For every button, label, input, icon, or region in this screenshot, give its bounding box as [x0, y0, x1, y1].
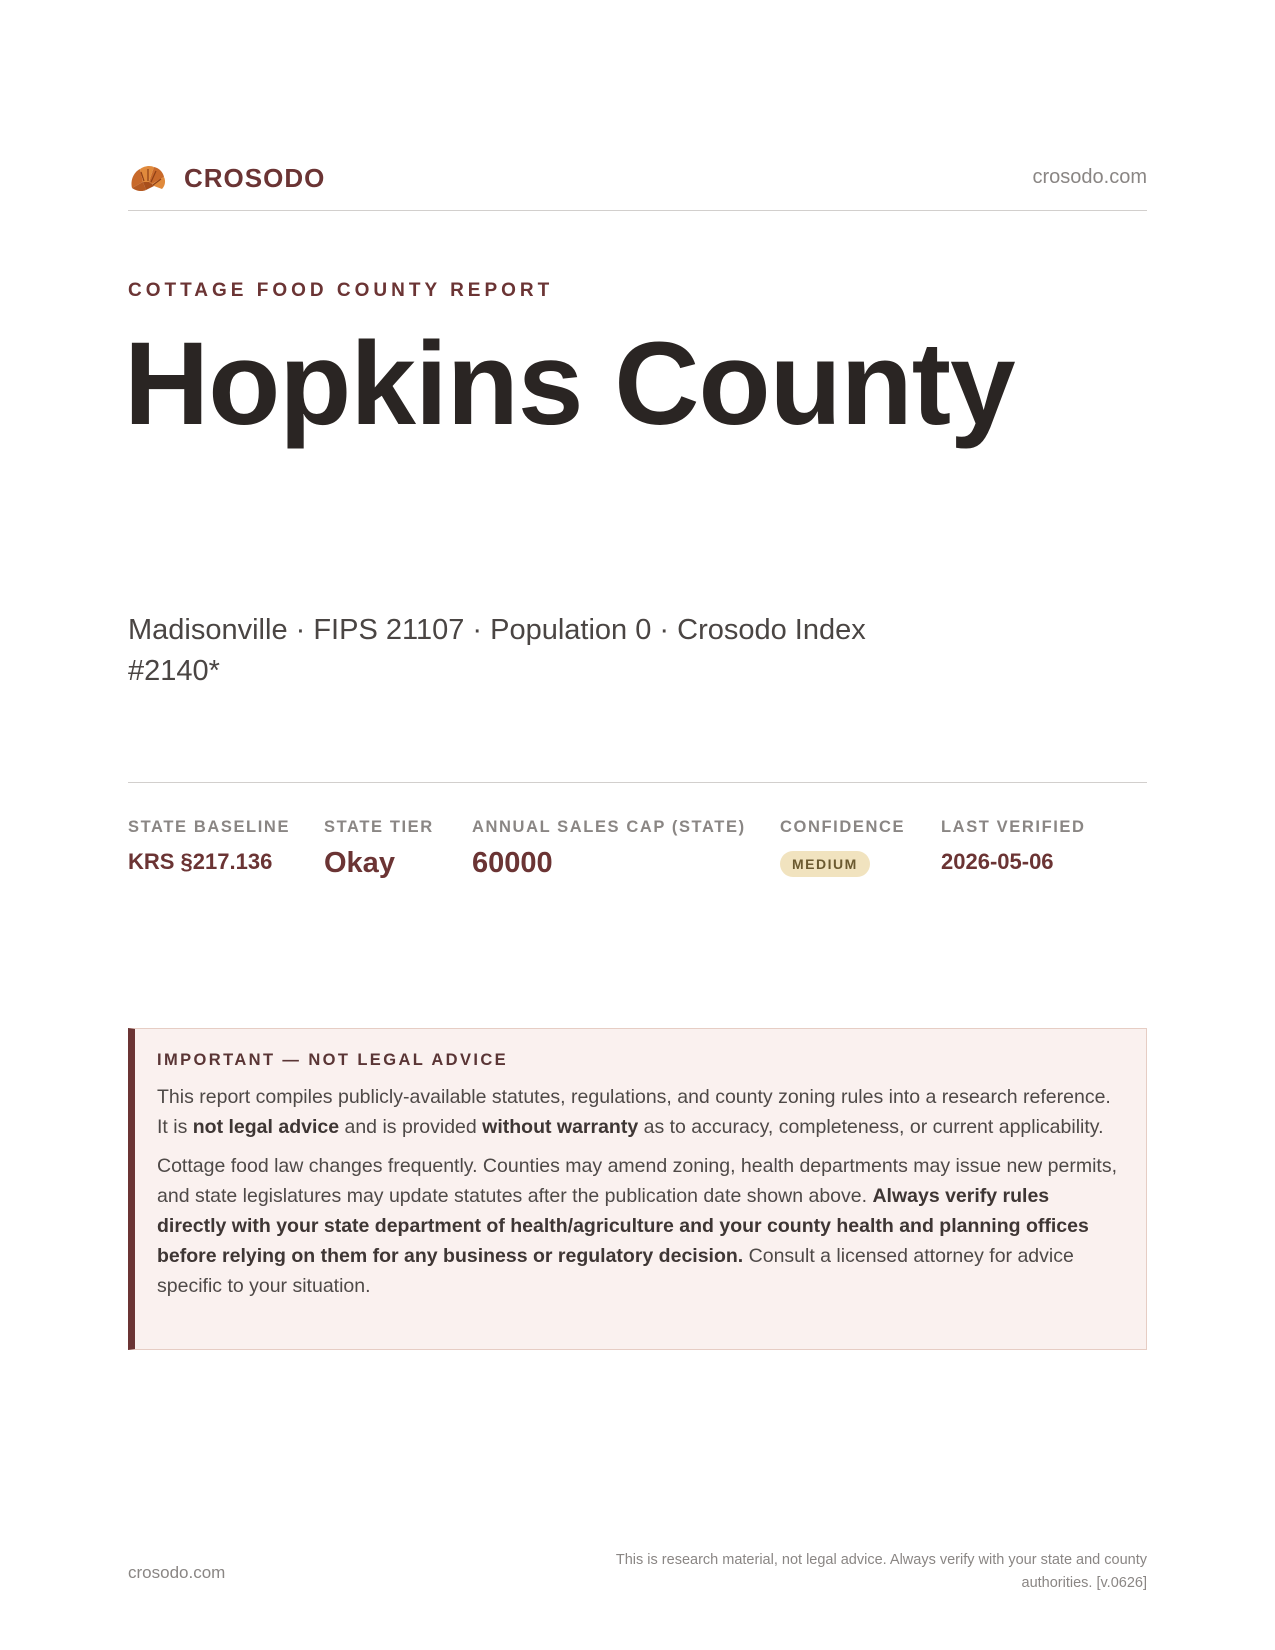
notice-text: as to accuracy, completeness, or current applicability.: [638, 1116, 1104, 1138]
stat-value: KRS §217.136: [128, 849, 273, 874]
notice-text: Cottage food law changes frequently. Counties may amend zoning, health departments may issue new permits, and state legislatures may update statutes after the publication date shown above.: [157, 1155, 1117, 1207]
page-title: Hopkins County: [124, 318, 1015, 450]
stat-state-tier: [324, 818, 434, 880]
confidence-badge: MEDIUM: [780, 851, 870, 877]
notice-paragraph-2: [157, 1151, 1122, 1301]
report-subtitle: Madisonville · FIPS 21107 · Population 0 · Crosodo Index #2140*: [128, 614, 866, 687]
stat-label: CONFIDENCE: [780, 818, 906, 836]
stat-label: ANNUAL SALES CAP (STATE): [472, 818, 746, 836]
footer-disclaimer: This is research material, not legal advice. Always verify with your state and county authorities. [v.0626]: [615, 1552, 1147, 1591]
notice-text: Consult a licensed attorney for advice specific to your situation.: [157, 1245, 1074, 1297]
stat-label: STATE TIER: [324, 818, 434, 836]
notice-text: and is provided: [339, 1116, 483, 1138]
stat-value: Okay: [324, 847, 395, 879]
footer-site-url[interactable]: crosodo.com: [128, 1563, 226, 1582]
report-page: [124, 0, 1147, 1650]
stats-divider: [128, 782, 1147, 783]
notice-paragraph-1: [157, 1082, 1122, 1142]
notice-emphasis: not legal advice: [192, 1116, 340, 1138]
notice-emphasis: without warranty: [482, 1116, 639, 1138]
stat-state-baseline: [128, 818, 290, 875]
brand[interactable]: [128, 160, 325, 196]
notice-text: This report compiles publicly-available statutes, regulations, and county zoning rules into a research reference. It is: [157, 1086, 1111, 1138]
stat-label: LAST VERIFIED: [941, 818, 1086, 836]
legal-notice: [128, 1028, 1147, 1350]
stat-annual-sales-cap: [472, 818, 746, 880]
brand-name: CROSODO: [184, 162, 326, 193]
site-url-link[interactable]: crosodo.com: [1032, 166, 1147, 188]
notice-emphasis: Always verify rules directly with your state department of health/agriculture and your county health and planning offices before relying on them for any business or regulatory decision.: [157, 1185, 1089, 1267]
stat-value: 2026-05-06: [941, 849, 1054, 874]
croissant-icon: [128, 160, 168, 196]
page-header: [128, 160, 1147, 211]
notice-title: IMPORTANT — NOT LEGAL ADVICE: [157, 1051, 509, 1069]
stat-value: 60000: [472, 847, 553, 879]
report-eyebrow: COTTAGE FOOD COUNTY REPORT: [128, 280, 554, 301]
stat-last-verified: [941, 818, 1086, 875]
stat-confidence: [780, 818, 905, 877]
stat-label: STATE BASELINE: [128, 818, 291, 836]
